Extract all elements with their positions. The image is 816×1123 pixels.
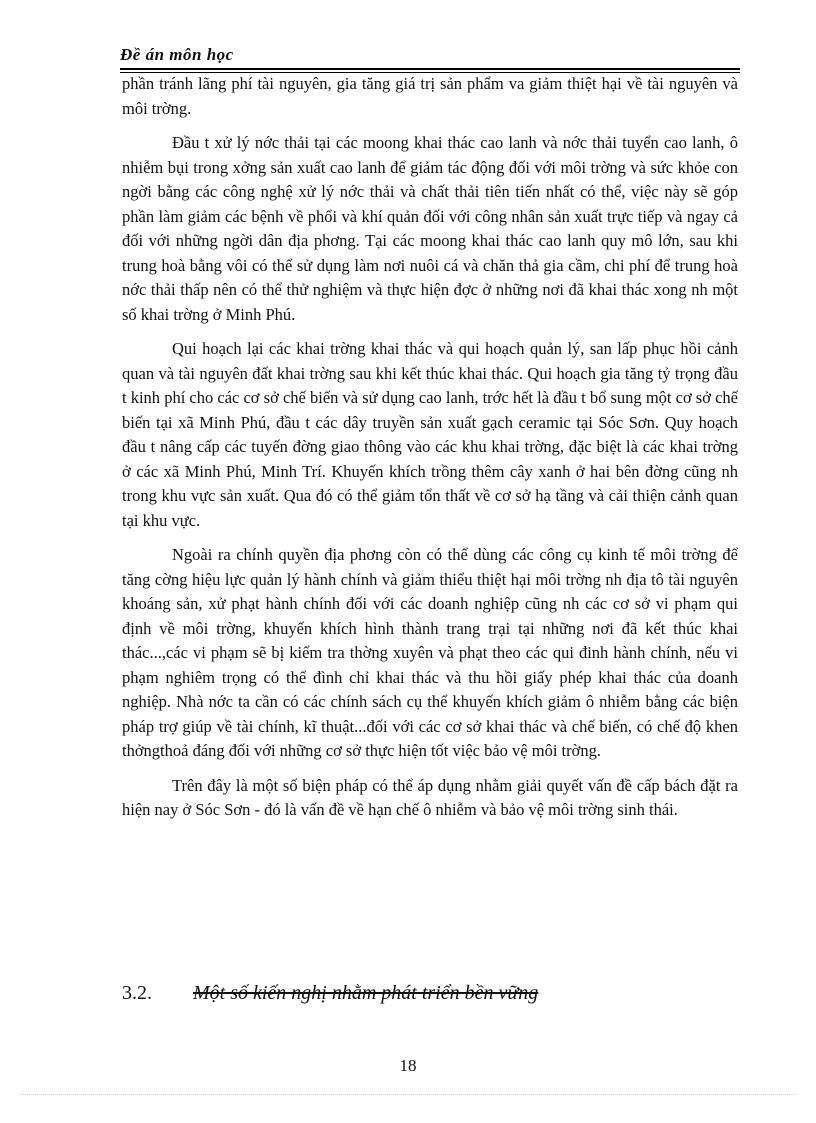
paragraph: Ngoài ra chính quyền địa phơng còn có thể dùng các công cụ kinh tế môi trờng để tăng cờng hiệu lực quản lý hành chính và giảm thiểu thiệt hại môi trờng nh địa tô tài nguyên khoáng sản, xử phạt hành chính đối với các doanh nghiệp cũng nh các cơ sở vi phạm qui định về môi trờng, khuyến khích hình thành trang trại tại những nơi đã kết thúc khai thác...,các vi phạm sẽ bị kiểm tra thờng xuyên và phạt theo các qui đinh hành chính, nếu vi phạm nghiêm trọng có thể đình chỉ khai thác và thu hồi giấy phép khai thác của doanh nghiệp. Nhà nớc ta cần có các chính sách cụ thể khuyến khích giảm ô nhiễm bằng các biện pháp trợ giúp về tài chính, kĩ thuật...đối với các cơ sở khai thác và chế biến, có chế độ khen thởngthoả đáng đối với những cơ sở thực hiện tốt việc bảo vệ môi trờng. (122, 545, 738, 760)
page-number: 18 (399, 1056, 417, 1075)
paragraph-continued: phần tránh lãng phí tài nguyên, gia tăng giá trị sản phẩm va giảm thiệt hại về tài nguyên và môi trờng. (122, 74, 738, 118)
body-text (122, 72, 738, 833)
paragraph: Đầu t xử lý nớc thải tại các moong khai thác cao lanh và nớc thải tuyển cao lanh, ô nhiễm bụi trong xởng sản xuất cao lanh để giảm tác động đối với môi trờng và sức khỏe con ngời bằng các công nghệ xử lý nớc thải và chất thải tiên tiến nhất có thể, việc này sẽ góp phần làm giảm các bệnh về phổi và khí quản đối với công nhân sản xuất trực tiếp và ngay cả đối với những ngời dân địa phơng. Tại các moong khai thác cao lanh quy mô lớn, sau khi trung hoà bằng vôi có thể sử dụng làm nơi nuôi cá và chăn thả gia cầm, chi phí để trung hoà nớc thải thấp nên có thể thử nghiệm và thực hiện đợc ở những nơi đã khai thác xong nh một số khai trờng ở Minh Phú. (122, 133, 738, 324)
page-bottom-border (20, 1094, 796, 1095)
header-title: Đề án môn học (120, 45, 234, 64)
section-number: 3.2. (122, 982, 152, 1004)
paragraph: Trên đây là một số biện pháp có thể áp dụng nhằm giải quyết vấn đề cấp bách đặt ra hiện nay ở Sóc Sơn - đó là vấn đề về hạn chế ô nhiễm và bảo vệ môi trờng sinh thái. (122, 775, 738, 819)
paragraph: Qui hoạch lại các khai trờng khai thác và qui hoạch quản lý, san lấp phục hồi cảnh quan và tài nguyên đất khai trờng sau khi kết thúc khai thác. Qui hoạch gia tăng tỷ trọng đầu t kinh phí cho các cơ sở chế biến và sử dụng cao lanh, trớc hết là đầu t bổ sung một cơ sở chế biến tại xã Minh Phú, đầu t các dây truyền sản xuất gạch ceramic tại Sóc Sơn. Quy hoạch đầu t nâng cấp các tuyến đờng giao thông vào các khu khai trờng, đặc biệt là các khai trờng ở các xã Minh Phú, Minh Trí. Khuyến khích trồng thêm cây xanh ở hai bên đờng cũng nh trong khu vực sản xuất. Qua đó có thể giảm tổn thất về cơ sở hạ tầng và cải thiện cảnh quan tại khu vực. (122, 339, 738, 530)
section-heading (122, 980, 742, 1006)
page-header (120, 44, 740, 66)
section-title: Một số kiến nghị nhằm phát triển bền vững (193, 982, 539, 1004)
header-rule (120, 68, 740, 70)
